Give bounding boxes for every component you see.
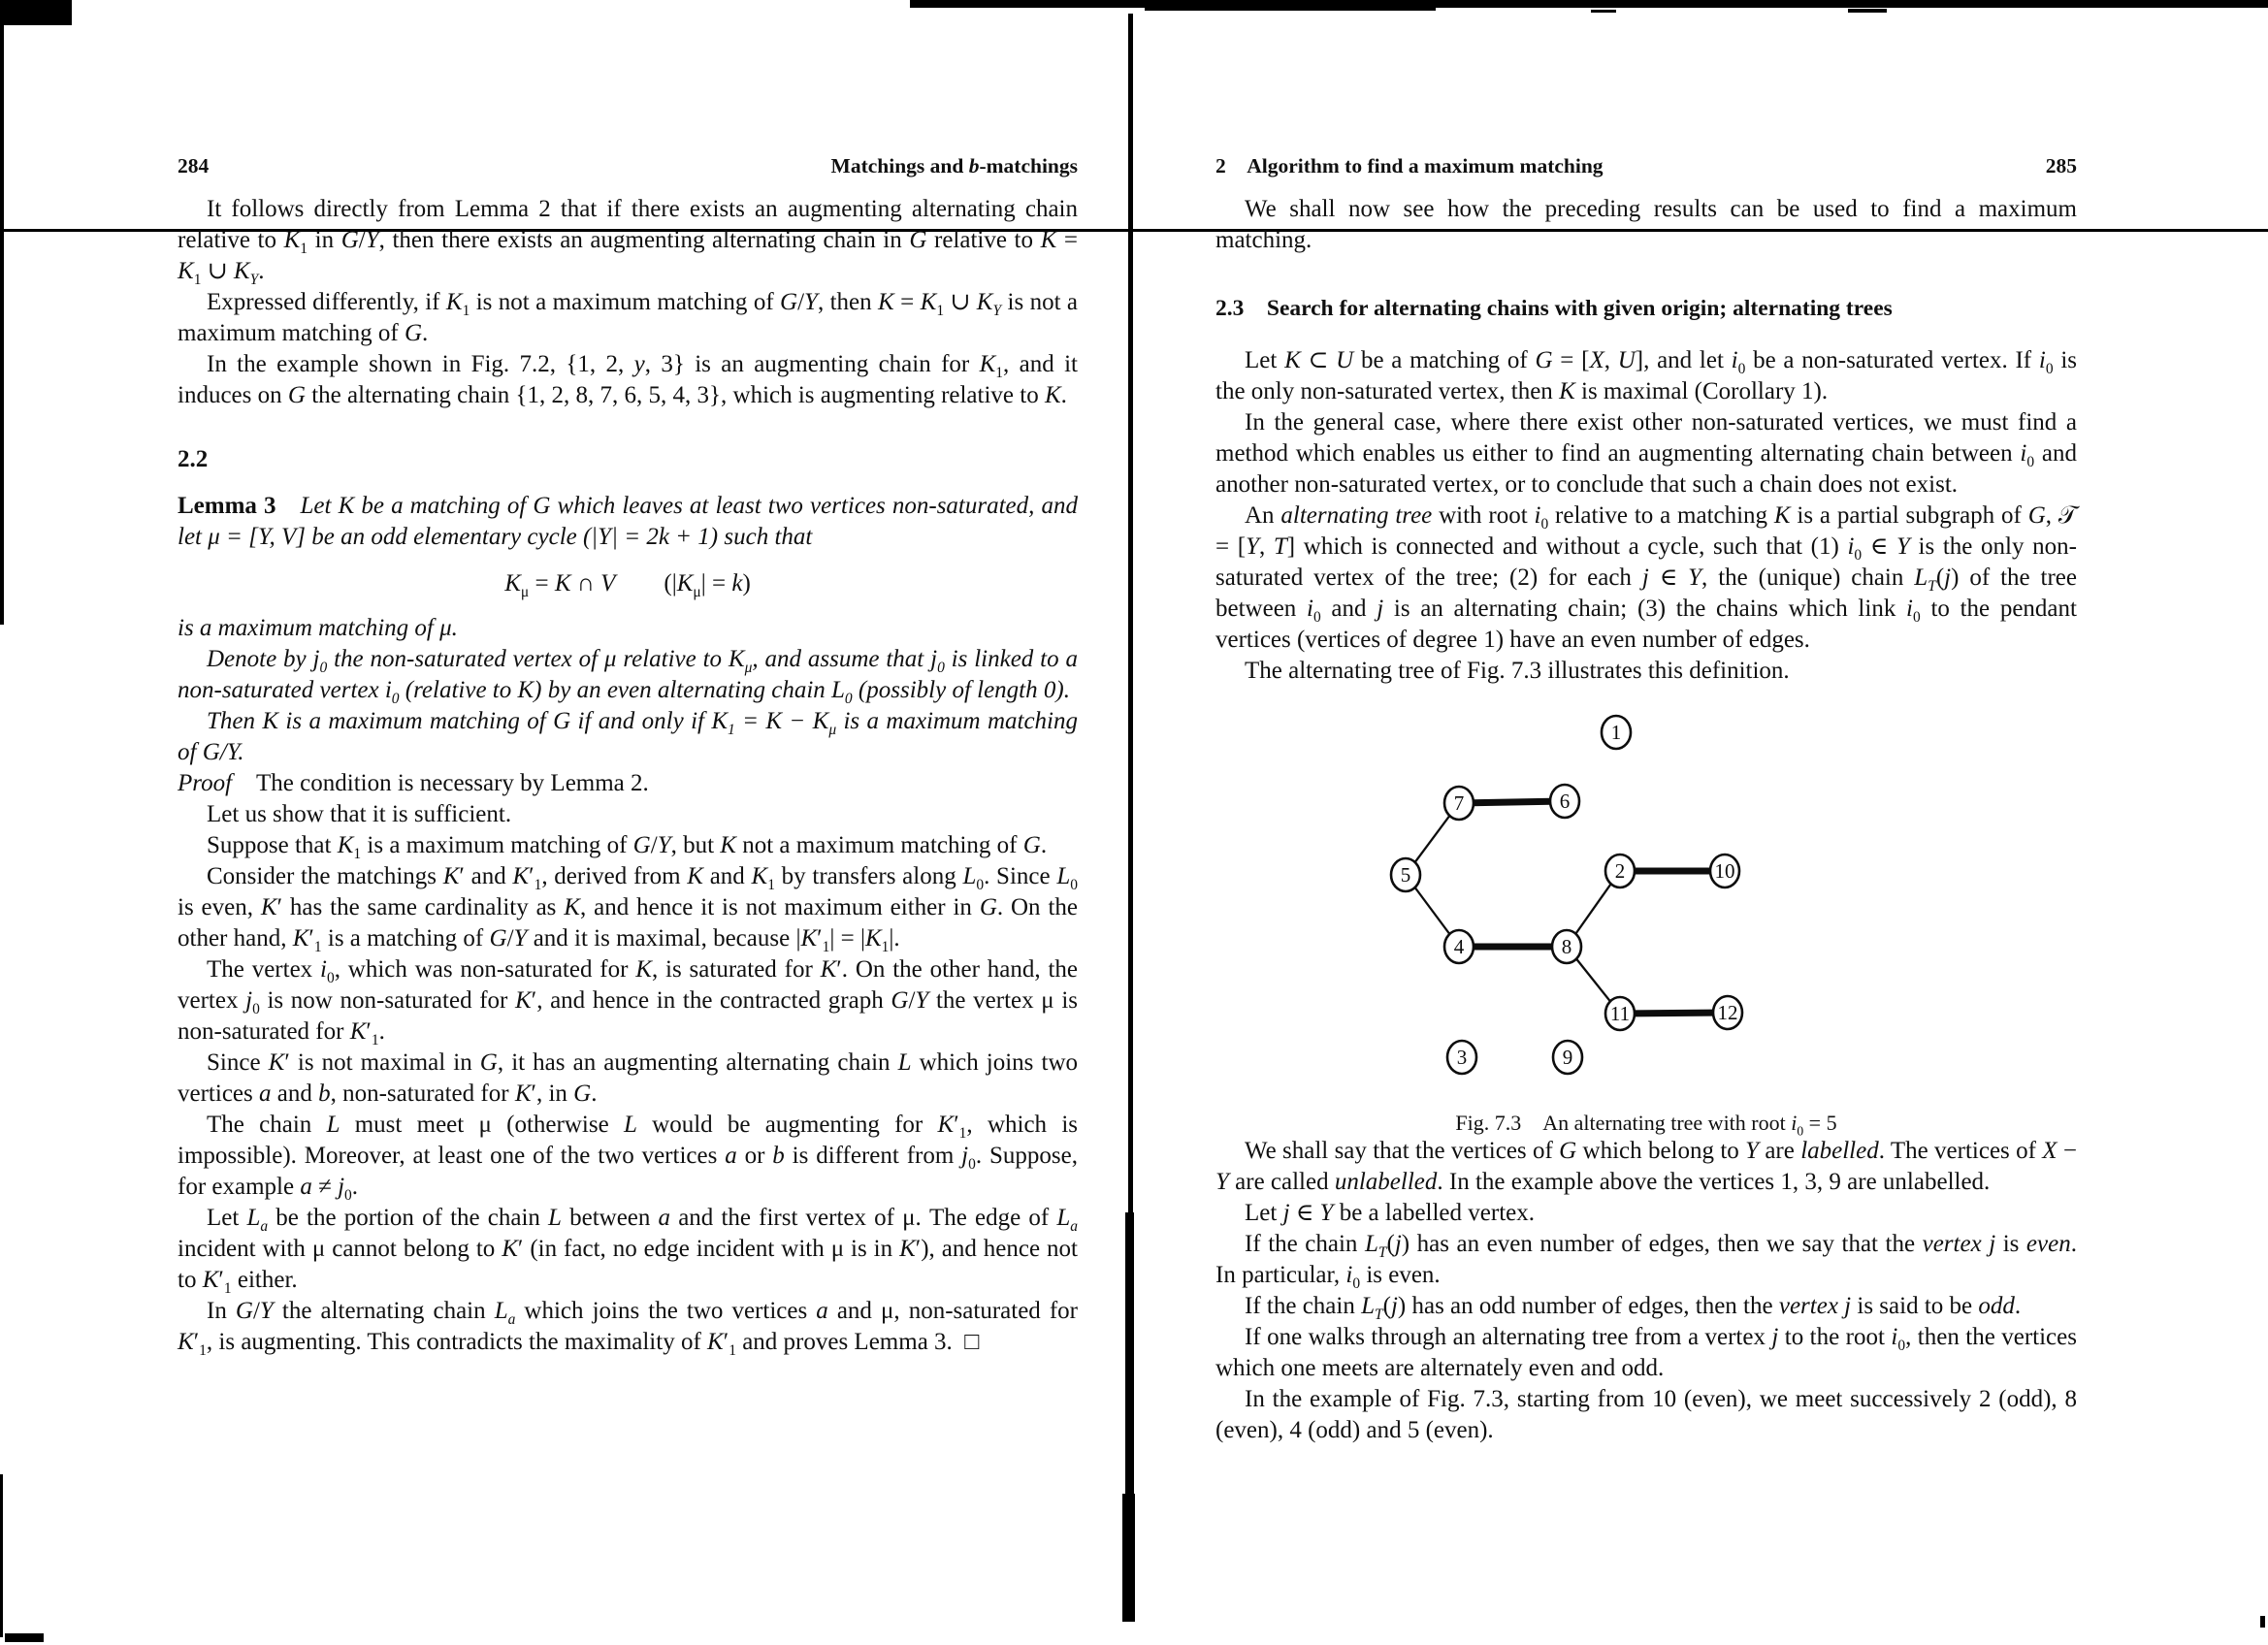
svg-text:9: 9 bbox=[1562, 1046, 1573, 1069]
figure-caption: Fig. 7.3 An alternating tree with root $i_0 = 5$ bbox=[1455, 1111, 1837, 1139]
scan-strip-left-edge bbox=[0, 23, 4, 625]
para-let-j: Let j ∈ Y be a labelled vertex. bbox=[1245, 1200, 1535, 1226]
svg-text:4: 4 bbox=[1453, 935, 1465, 958]
lemma3-equation: $K_\mu = K$ ∩ V $(|K_\mu| = k)$ bbox=[504, 570, 751, 600]
scan-band-top-edge-2 bbox=[1145, 8, 1436, 11]
page-number-left: 284 bbox=[178, 154, 210, 177]
proof-para-8: Let $L_a$ be the portion of the chain L between a and the first vertex of μ. The edge of $L_a$ incident with μ cannot belong to K′ (in fact, no edge incident with μ is in K′), and hence not to $K'_1$ either. bbox=[178, 1205, 1078, 1297]
para-odd-vertex: If the chain $L_T(j)$ has an odd number of edges, then the vertex j is said to be odd. bbox=[1245, 1293, 2022, 1323]
proof-para-2: Let us show that it is sufficient. bbox=[207, 801, 512, 827]
proof-para-6: Since K′ is not maximal in G, it has an augmenting alternating chain L which joins two vertices a and b, non-saturated for K′, in G. bbox=[178, 1049, 1078, 1107]
section-heading-2-3: 2.3 Search for alternating chains with given origin; alternating trees bbox=[1215, 296, 1893, 321]
para-expressed-differently: Expressed differently, if $K_1$ is not a maximum matching of G/Y, then $K = K_1$ ∪ $K_Y$ is not a maximum matching of G. bbox=[178, 289, 1079, 346]
svg-text:12: 12 bbox=[1717, 1001, 1738, 1024]
lemma3-statement-head: Lemma 3 Let K be a matching of G which leaves at least two vertices non-saturated, and let μ = [Y, V] be an odd elementary cycle (|Y| = 2k + 1) such that bbox=[178, 493, 1078, 550]
scan-smudge-bottom-left bbox=[5, 1633, 44, 1642]
svg-text:10: 10 bbox=[1714, 859, 1735, 883]
svg-text:8: 8 bbox=[1561, 935, 1572, 958]
tree-node-12 bbox=[1713, 996, 1742, 1029]
page-number-right: 285 bbox=[2045, 154, 2077, 177]
lemma3-statement-b2: Denote by $j_0$ the non-saturated vertex of μ relative to $K_\mu$, and assume that $j_0$ is linked to a non-saturated vertex $i_0$ (relative to K) by an even alternating chain $L_0$ (possibly of length 0). bbox=[178, 646, 1078, 707]
page-gutter-smudge-2 bbox=[1122, 1494, 1135, 1622]
para-general-case: In the general case, where there exist other non-saturated vertices, we must find a method which enables us either to find an augmenting alternating chain between $i_0$ and another non-saturated vertex, or to conclude that such a chain does not exist. bbox=[1215, 409, 2077, 498]
para-labelled: We shall say that the vertices of G which belong to Y are labelled. The vertices of X − Y are called unlabelled. In the example above the vertices 1, 3, 9 are unlabelled. bbox=[1215, 1138, 2077, 1195]
scan-band-top-edge bbox=[910, 0, 2268, 8]
lemma3-statement-b1: is a maximum matching of μ. bbox=[178, 615, 458, 641]
running-title-left: Matchings and b-matchings bbox=[830, 154, 1078, 177]
tree-edge-7-6 bbox=[1459, 801, 1565, 803]
tree-node-6 bbox=[1550, 785, 1579, 818]
alternating-tree-graph bbox=[1357, 712, 1780, 1092]
proof-para-7: The chain L must meet μ (otherwise L would be augmenting for $K'_1$, which is impossible). Moreover, at least one of the two vertices a or b is different from $j_0$. Suppose, for example $a \ne j_0$. bbox=[178, 1112, 1078, 1204]
svg-text:7: 7 bbox=[1453, 791, 1465, 815]
svg-text:5: 5 bbox=[1400, 863, 1411, 887]
svg-text:11: 11 bbox=[1609, 1002, 1631, 1025]
proof-para-4: Consider the matchings K′ and $K'_1$, derived from K and $K_1$ by transfers along $L_0$. Since $L_0$ is even, K′ has the same cardinality as K, and hence it is not maximum either in G. On the other hand, $K'_1$ is a matching of G/Y and it is maximal, because $|K'_1| = |K_1|$. bbox=[178, 863, 1078, 955]
svg-text:3: 3 bbox=[1456, 1046, 1468, 1069]
running-header-right bbox=[1215, 153, 2077, 178]
svg-text:6: 6 bbox=[1559, 790, 1571, 813]
running-header-left bbox=[178, 153, 1078, 178]
tree-node-5 bbox=[1391, 858, 1420, 891]
tree-node-10 bbox=[1710, 855, 1739, 887]
scan-dot-top-2 bbox=[1848, 9, 1887, 13]
proof-para-1: Proof The condition is necessary by Lemma 2. bbox=[178, 770, 649, 796]
svg-text:2: 2 bbox=[1614, 859, 1626, 883]
scan-smudge-top-left bbox=[0, 0, 72, 25]
scan-dot-top-1 bbox=[1591, 10, 1616, 13]
tree-node-11 bbox=[1605, 997, 1635, 1030]
tree-node-1 bbox=[1602, 716, 1631, 749]
tree-node-7 bbox=[1444, 787, 1474, 820]
tree-edge-11-12 bbox=[1620, 1013, 1728, 1014]
para-example-walk: In the example of Fig. 7.3, starting from 10 (even), we meet successively 2 (odd), 8 (even), 4 (odd) and 5 (even). bbox=[1215, 1386, 2077, 1443]
scan-strip-left-edge-2 bbox=[0, 1474, 3, 1637]
para-even-vertex: If the chain $L_T(j)$ has an even number of edges, then we say that the vertex j is even. In particular, $i_0$ is even. bbox=[1215, 1231, 2077, 1292]
para-let-k: Let K ⊂ U be a matching of G = [X, U], and let $i_0$ be a non-saturated vertex. If $i_0$ is the only non-saturated vertex, then K is maximal (Corollary 1). bbox=[1215, 347, 2077, 404]
section-heading-2-2: 2.2 bbox=[178, 446, 209, 472]
para-walk-tree: If one walks through an alternating tree from a vertex j to the root $i_0$, then the vertices which one meets are alternately even and odd. bbox=[1215, 1324, 2077, 1381]
scan-mark-right-edge bbox=[2260, 1616, 2265, 1628]
svg-text:1: 1 bbox=[1610, 721, 1622, 744]
proof-para-9: In G/Y the alternating chain $L_a$ which joins the two vertices a and μ, non-saturated for $K'_1$, is augmenting. This contradicts the maximality of $K'_1$ and proves Lemma 3. □ bbox=[178, 1298, 1079, 1359]
tree-node-8 bbox=[1552, 930, 1581, 963]
running-title-right: 2 Algorithm to find a maximum matching bbox=[1215, 154, 1604, 177]
lemma3-statement-b3: Then K is a maximum matching of G if and only if $K_1 = K - K_\mu$ is a maximum matching of G/Y. bbox=[178, 708, 1078, 765]
tree-node-3 bbox=[1447, 1041, 1476, 1074]
proof-para-5: The vertex $i_0$, which was non-saturated for K, is saturated for K′. On the other hand, the vertex $j_0$ is now non-saturated for K′, and hence in the contracted graph G/Y the vertex μ is non-saturated for $K'_1$. bbox=[178, 956, 1078, 1048]
tree-node-9 bbox=[1553, 1041, 1582, 1074]
para-alternating-tree-def: An alternating tree with root $i_0$ relative to a matching K is a partial subgraph of G, 𝒯 = [Y, T] which is connected and without a cycle, such that (1) $i_0$ ∈ Y is the only non-saturated vertex of the tree; (2) for each j ∈ Y, the (unique) chain $L_T(j)$ of the tree between $i_0$ and j is an alternating chain; (3) the chains which link $i_0$ to the pendant vertices (vertices of degree 1) have an even number of edges. bbox=[1215, 502, 2077, 653]
para-lemma2-consequence: It follows directly from Lemma 2 that if there exists an augmenting alternating chain relative to $K_1$ in G/Y, then there exists an augmenting alternating chain in G relative to $K = K_1$ ∪ $K_Y$. bbox=[178, 196, 1078, 288]
tree-node-4 bbox=[1444, 930, 1474, 963]
para-intro: We shall now see how the preceding results can be used to find a maximum matching. bbox=[1215, 196, 2077, 253]
para-fig73-intro: The alternating tree of Fig. 7.3 illustrates this definition. bbox=[1245, 658, 1790, 684]
proof-para-3: Suppose that $K_1$ is a maximum matching of G/Y, but K not a maximum matching of G. bbox=[207, 832, 1048, 862]
alternating-tree-figure bbox=[1357, 712, 1780, 1097]
right-page bbox=[1215, 153, 2077, 1446]
left-page bbox=[178, 153, 1078, 1358]
tree-node-2 bbox=[1605, 855, 1635, 887]
para-example-fig72: In the example shown in Fig. 7.2, {1, 2, y, 3} is an augmenting chain for $K_1$, and it induces on G the alternating chain {1, 2, 8, 7, 6, 5, 4, 3}, which is augmenting relative to K. bbox=[178, 351, 1078, 408]
